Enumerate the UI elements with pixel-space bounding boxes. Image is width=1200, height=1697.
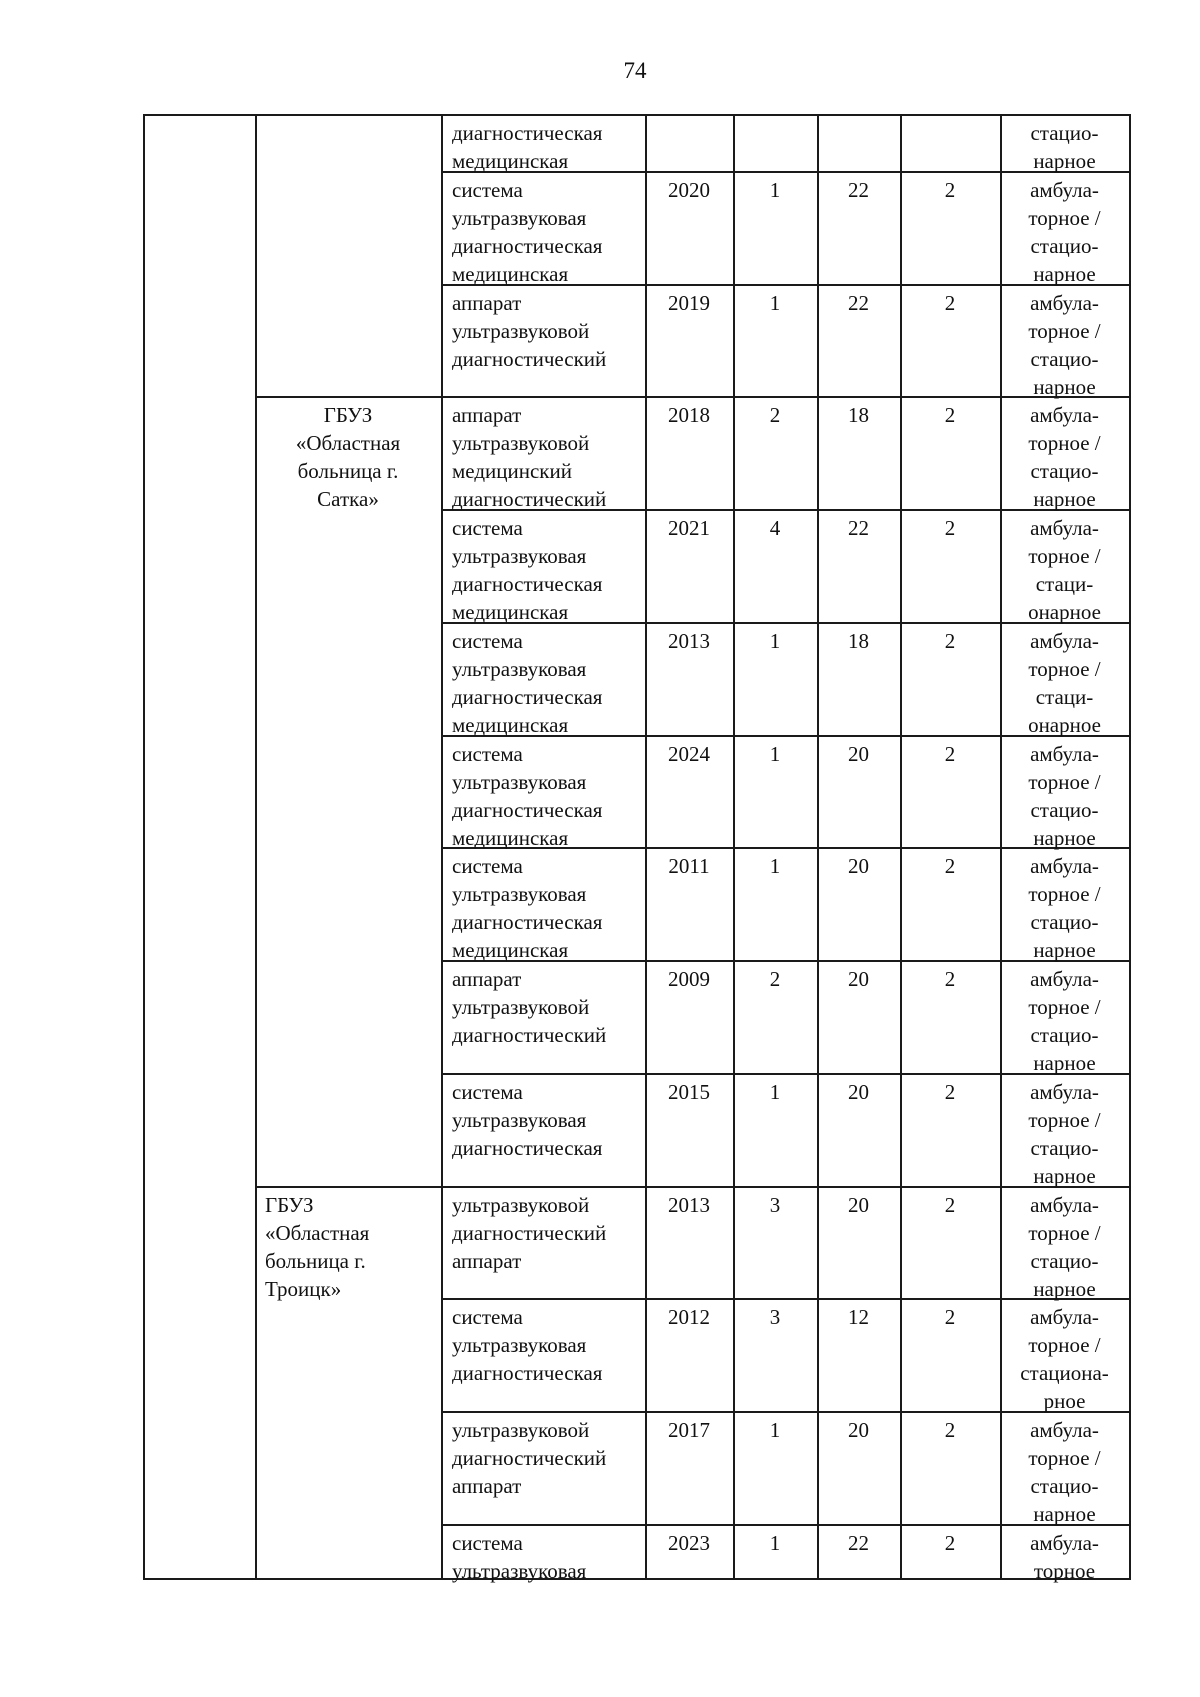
equipment-name: ультразвуковой диагностический аппарат <box>452 1193 607 1273</box>
equipment-name: система ультразвуковая диагностическая <box>452 1305 603 1385</box>
year-value: 2012 <box>668 1305 710 1329</box>
year-value: 2017 <box>668 1418 710 1442</box>
mode-value: стацио- нарное <box>1030 121 1099 173</box>
year-value: 2024 <box>668 742 710 766</box>
shifts-value: 2 <box>944 742 956 766</box>
count-value: 1 <box>769 629 781 653</box>
equipment-name: система ультразвуковая диагностическая <box>452 1080 603 1160</box>
table-top-border <box>143 114 1131 116</box>
year-value: 2021 <box>668 516 710 540</box>
equipment-name: система ультразвуковая диагностическая медицинская <box>452 516 603 624</box>
equipment-name: система ультразвуковая диагностическая медицинская <box>452 742 603 850</box>
equipment-name: аппарат ультразвуковой диагностический <box>452 291 607 371</box>
equipment-name: система ультразвуковая диагностическая медицинская <box>452 178 603 286</box>
equipment-name: система ультразвуковая диагностическая медицинская <box>452 854 603 962</box>
mode-value: амбула- торное / стацио- нарное <box>1028 967 1101 1075</box>
shifts-value: 2 <box>944 178 956 202</box>
shifts-value: 2 <box>944 1080 956 1104</box>
count-value: 2 <box>769 967 781 991</box>
organization-name: ГБУЗ «Областная больница г. Сатка» <box>295 403 401 511</box>
count-value: 1 <box>769 178 781 202</box>
organization-name: ГБУЗ «Областная больница г. Троицк» <box>265 1193 370 1301</box>
equipment-name: система ультразвуковая <box>452 1531 587 1583</box>
year-value: 2009 <box>668 967 710 991</box>
table-column-border <box>817 114 819 1578</box>
table-column-border <box>255 114 257 1578</box>
age-value: 22 <box>848 178 869 202</box>
table-column-border <box>1129 114 1131 1578</box>
shifts-value: 2 <box>944 1418 956 1442</box>
shifts-value: 2 <box>944 516 956 540</box>
mode-value: амбула- торное / стацио- нарное <box>1028 178 1101 286</box>
table-column-border <box>645 114 647 1578</box>
shifts-value: 2 <box>944 629 956 653</box>
equipment-name: аппарат ультразвуковой диагностический <box>452 967 607 1047</box>
age-value: 20 <box>848 967 869 991</box>
age-value: 22 <box>848 291 869 315</box>
equipment-name: диагностическая медицинская <box>452 121 603 173</box>
equipment-name: система ультразвуковая диагностическая медицинская <box>452 629 603 737</box>
age-value: 22 <box>848 1531 869 1555</box>
age-value: 12 <box>848 1305 869 1329</box>
age-value: 22 <box>848 516 869 540</box>
shifts-value: 2 <box>944 1193 956 1217</box>
year-value: 2018 <box>668 403 710 427</box>
table-column-border <box>143 114 145 1578</box>
mode-value: амбула- торное / стаци- онарное <box>1028 629 1101 737</box>
mode-value: амбула- торное / стациона- рное <box>1020 1305 1109 1413</box>
count-value: 3 <box>769 1305 781 1329</box>
count-value: 1 <box>769 742 781 766</box>
shifts-value: 2 <box>944 1305 956 1329</box>
year-value: 2019 <box>668 291 710 315</box>
shifts-value: 2 <box>944 403 956 427</box>
count-value: 1 <box>769 1080 781 1104</box>
shifts-value: 2 <box>944 1531 956 1555</box>
year-value: 2023 <box>668 1531 710 1555</box>
count-value: 4 <box>769 516 781 540</box>
year-value: 2011 <box>668 854 710 878</box>
year-value: 2015 <box>668 1080 710 1104</box>
mode-value: амбула- торное / стацио- нарное <box>1028 742 1101 850</box>
mode-value: амбула- торное / стацио- нарное <box>1028 854 1101 962</box>
year-value: 2013 <box>668 1193 710 1217</box>
year-value: 2020 <box>668 178 710 202</box>
age-value: 20 <box>848 1193 869 1217</box>
age-value: 20 <box>848 1418 869 1442</box>
mode-value: амбула- торное / стацио- нарное <box>1028 403 1101 511</box>
equipment-name: аппарат ультразвуковой медицинский диагностический <box>452 403 607 511</box>
count-value: 1 <box>769 1531 781 1555</box>
mode-value: амбула- торное / стацио- нарное <box>1028 1418 1101 1526</box>
count-value: 1 <box>769 1418 781 1442</box>
table-column-border <box>441 114 443 1578</box>
mode-value: амбула- торное / стацио- нарное <box>1028 1080 1101 1188</box>
age-value: 18 <box>848 629 869 653</box>
page-number: 74 <box>623 58 647 83</box>
mode-value: амбула- торное / стаци- онарное <box>1028 516 1101 624</box>
shifts-value: 2 <box>944 854 956 878</box>
age-value: 20 <box>848 742 869 766</box>
count-value: 1 <box>769 854 781 878</box>
age-value: 20 <box>848 1080 869 1104</box>
count-value: 3 <box>769 1193 781 1217</box>
mode-value: амбула- торное / стацио- нарное <box>1028 1193 1101 1301</box>
age-value: 18 <box>848 403 869 427</box>
mode-value: амбула- торное <box>1030 1531 1099 1583</box>
age-value: 20 <box>848 854 869 878</box>
count-value: 1 <box>769 291 781 315</box>
table-column-border <box>900 114 902 1578</box>
table-column-border <box>733 114 735 1578</box>
shifts-value: 2 <box>944 291 956 315</box>
count-value: 2 <box>769 403 781 427</box>
equipment-name: ультразвуковой диагностический аппарат <box>452 1418 607 1498</box>
mode-value: амбула- торное / стацио- нарное <box>1028 291 1101 399</box>
shifts-value: 2 <box>944 967 956 991</box>
year-value: 2013 <box>668 629 710 653</box>
